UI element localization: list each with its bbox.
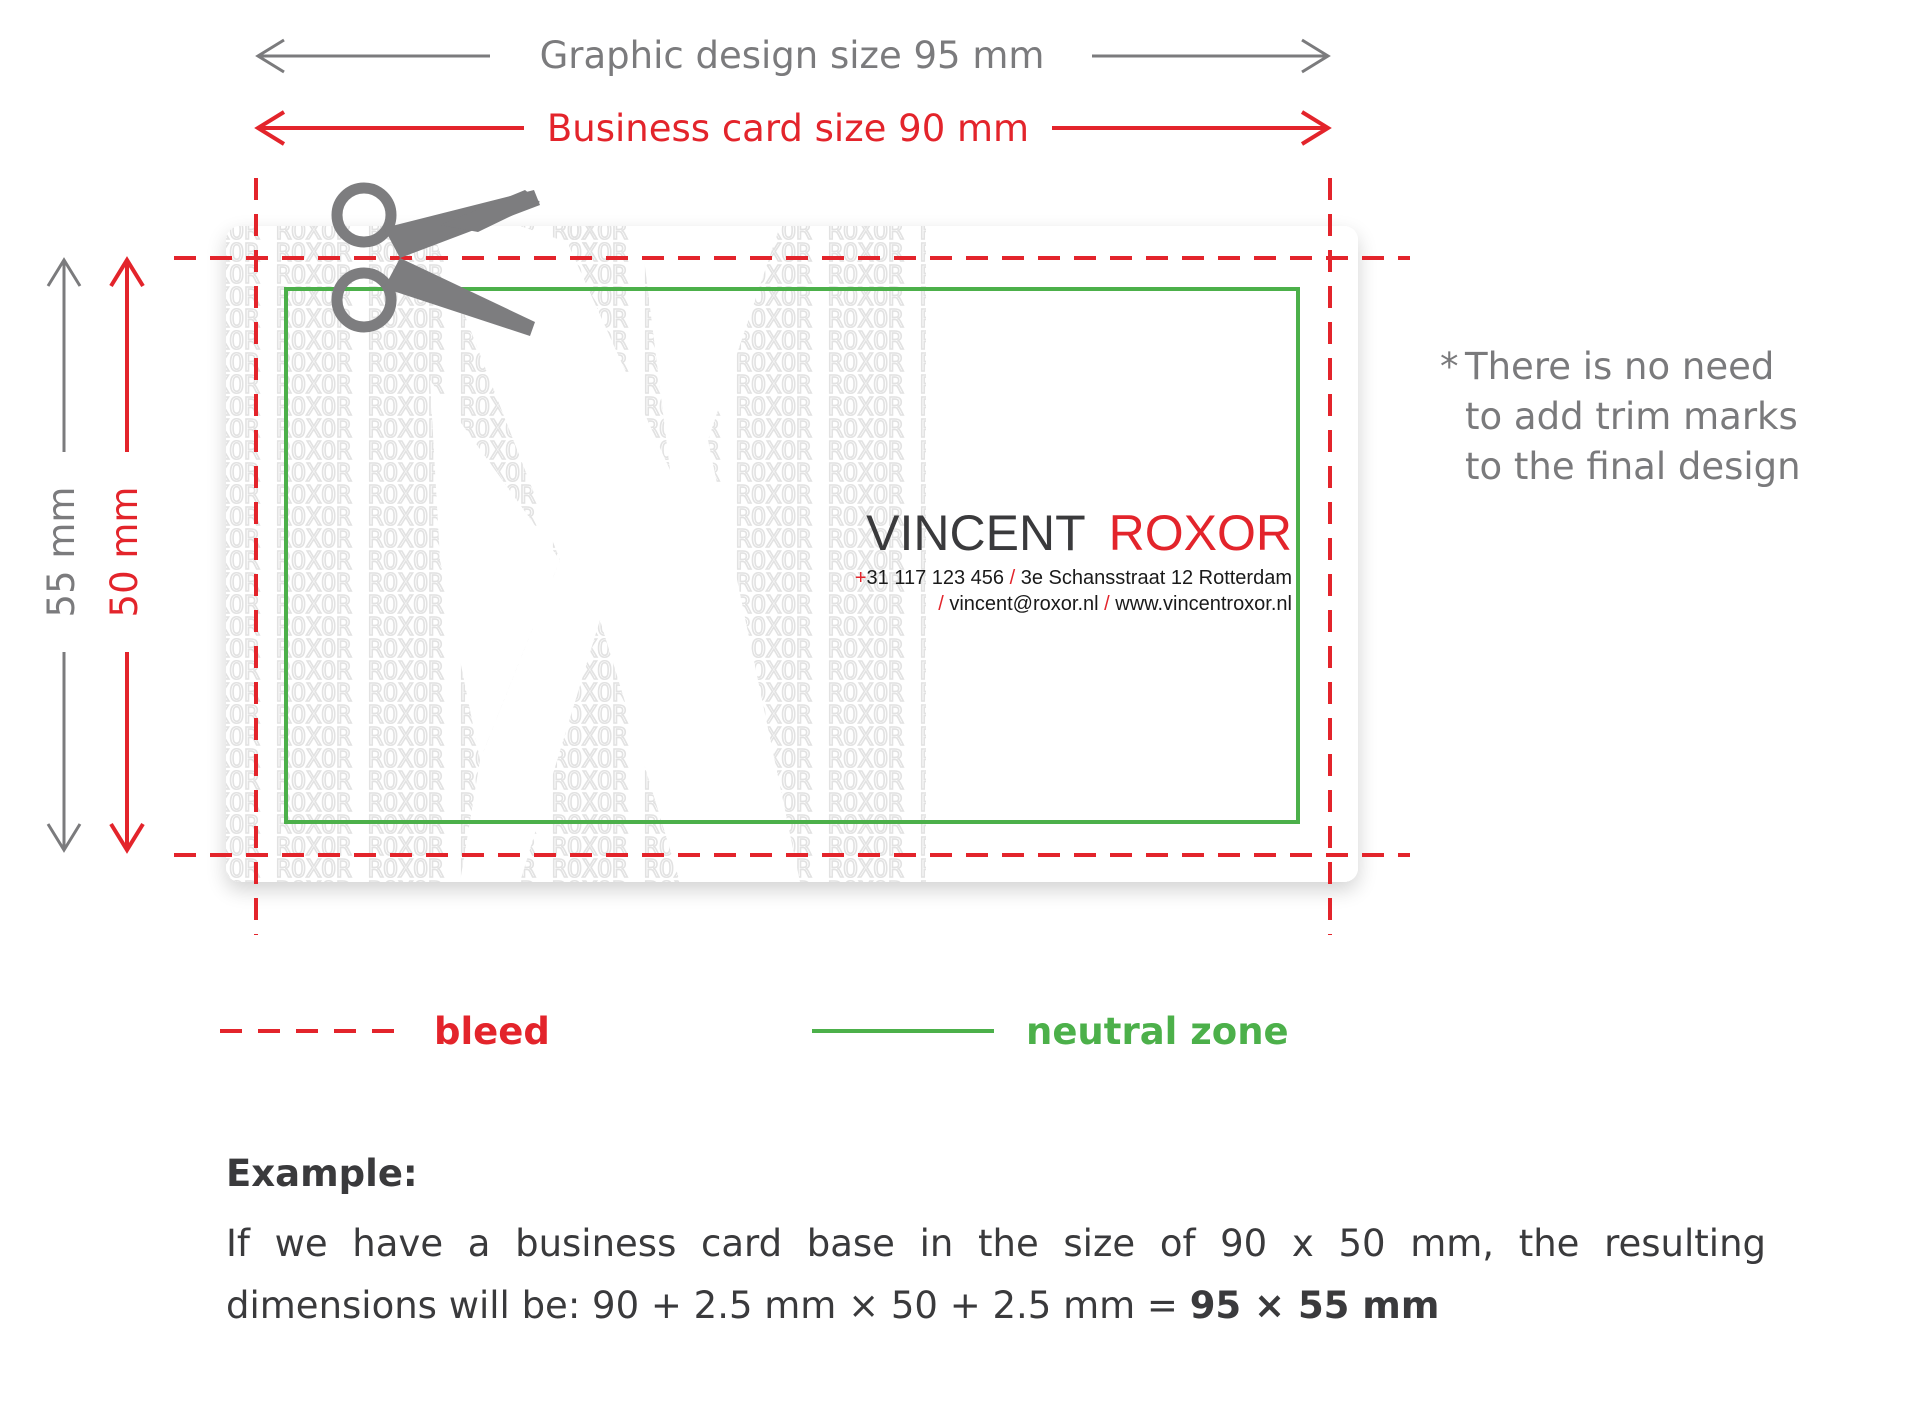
- legend-neutral-label: neutral zone: [1026, 1010, 1289, 1053]
- height-total-dimension: [40, 260, 83, 850]
- example-heading: Example:: [226, 1152, 418, 1195]
- example-section: [226, 1152, 1766, 1337]
- contact-address: 3e Schansstraat 12 Rotterdam: [1020, 567, 1292, 589]
- height-card-dimension: [103, 260, 146, 850]
- contact-sep-plus: +: [854, 567, 867, 589]
- note-star: *: [1440, 345, 1459, 388]
- note-line-3: to the final design: [1465, 445, 1801, 488]
- business-card: [226, 226, 1358, 882]
- example-body-text: If we have a business card base in the size of 90 x 50 mm, the resulting dimensions will be: 90 + 2.5 mm × 50 + 2.5 mm =: [226, 1222, 1766, 1327]
- contact-sep-slash: /: [1004, 567, 1021, 589]
- note-line-2: to add trim marks: [1465, 395, 1798, 438]
- card-contact-line-1: [855, 567, 1292, 589]
- contact-sep-slash-lead: /: [938, 593, 950, 615]
- card-contact-line-2: [938, 593, 1292, 615]
- example-result: 95 × 55 mm: [1189, 1284, 1440, 1327]
- graphic-design-size-label: Graphic design size 95 mm: [539, 34, 1045, 77]
- contact-email: vincent@roxor.nl: [949, 593, 1099, 615]
- height-total-label: 55 mm: [40, 486, 83, 618]
- trim-marks-note: [1440, 342, 1860, 492]
- business-card-size-label: Business card size 90 mm: [546, 107, 1030, 150]
- card-name: [866, 505, 1292, 561]
- contact-phone: 31 117 123 456: [866, 567, 1005, 589]
- contact-website: www.vincentroxor.nl: [1115, 593, 1292, 615]
- note-line-1: There is no need: [1465, 345, 1775, 388]
- example-body: [226, 1213, 1766, 1337]
- card-name-last: ROXOR: [1108, 505, 1292, 561]
- business-card-dimension: [258, 107, 1328, 150]
- height-card-label: 50 mm: [103, 486, 146, 618]
- card-name-first: VINCENT: [866, 505, 1085, 561]
- contact-sep-slash-2: /: [1098, 593, 1116, 615]
- graphic-design-dimension: [258, 34, 1328, 77]
- legend: [220, 1010, 1289, 1053]
- legend-bleed-label: bleed: [434, 1010, 550, 1053]
